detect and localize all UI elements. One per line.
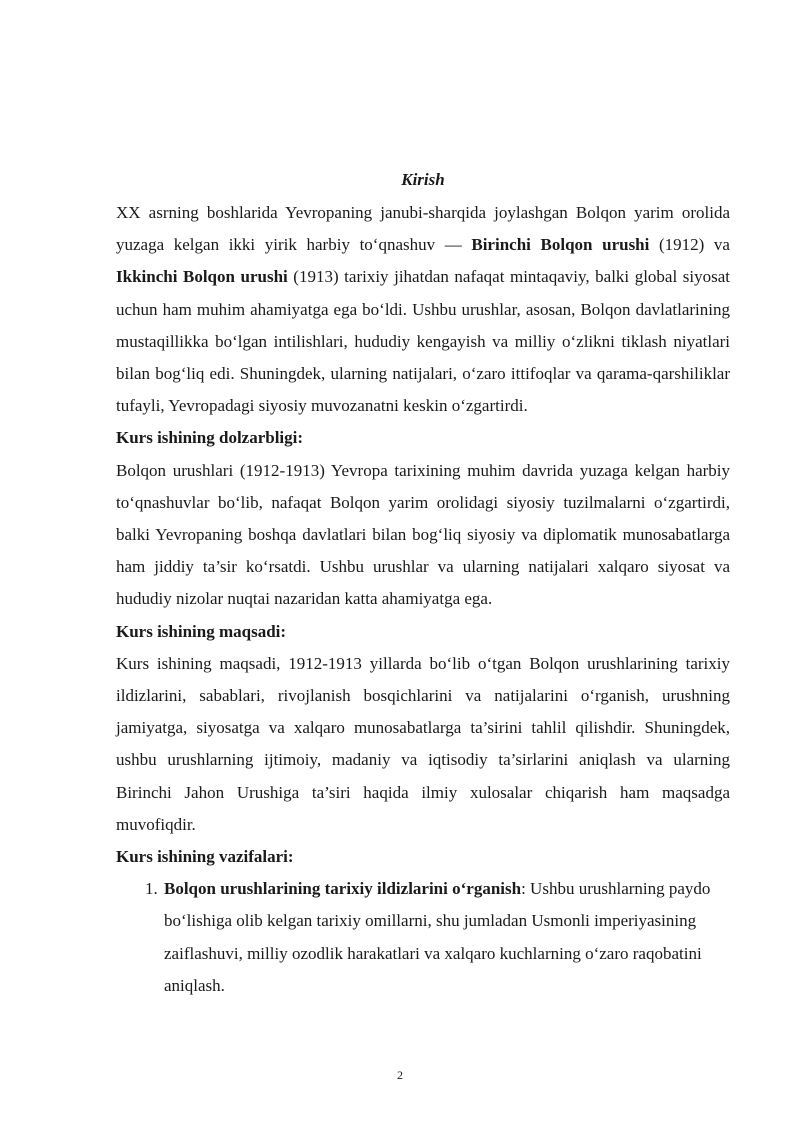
document-page [116,165,730,1002]
tasks-heading: Kurs ishining vazifalari: [116,847,294,867]
page-number: 2 [397,1068,403,1082]
tasks-list [116,873,717,1002]
intro-text-1: XX asrning boshlarida Yevropaning janubi-sharqida joylashgan Bolqon yarim orolida yuzaga kelgan ikki yirik harbiy to‘qnashuv — [116,203,730,255]
goal-paragraph: Kurs ishining maqsadi, 1912-1913 yillarda bo‘lib o‘tgan Bolqon urushlarining tarixiy ildizlarini, sabablari, rivojlanish bosqichlarini va natijalarini o‘rganish, urushning jamiyatga, siyosatga va xalqaro munosabatlarga ta’sirini tahlil qilishdir. Shuningdek, ushbu urushlarning ijtimoiy, madaniy va iqtisodiy ta’sirlarini aniqlash va ularning Birinchi Jahon Urushiga ta’siri haqida ilmiy xulosalar chiqarish ham maqsadga muvofiqdir. [116,653,730,834]
list-item [162,873,717,1002]
intro-text-3: (1913) tarixiy jihatdan nafaqat mintaqaviy, balki global siyosat uchun ham muhim ahamiyatga ega bo‘ldi. Ushbu urushlar, asosan, Bolqon davlatlarining mustaqillikka bo‘lgan intilishlari, hududiy kengayish va milliy o‘zlikni tiklash niyatlari bilan bog‘liq edi. Shuningdek, ularning natijalari, o‘zaro ittifoqlar va qarama-qarshiliklar tufayli, Yevropadagi siyosiy muvozanatni keskin o‘zgartirdi. [116,267,730,416]
section-title: Kirish [401,170,445,189]
relevance-heading: Kurs ishining dolzarbligi: [116,428,304,448]
relevance-paragraph: Bolqon urushlari (1912-1913) Yevropa tarixining muhim davrida yuzaga kelgan harbiy to‘qnashuvlar bo‘lib, nafaqat Bolqon yarim orolidagi siyosiy tuzilmalarni o‘zgartirdi, balki Yevropaning boshqa davlatlari bilan bog‘liq siyosiy va diplomatik munosabatlarga ham jiddiy ta’sir ko‘rsatdi. Ushbu urushlar va ularning natijalari xalqaro siyosat va hududiy nizolar nuqtai nazaridan katta ahamiyatga ega. [116,460,730,609]
goal-heading: Kurs ishining maqsadi: [116,621,287,641]
intro-bold-2: Ikkinchi Bolqon urushi [116,267,288,287]
task-title: Bolqon urushlarining tarixiy ildizlarini o‘rganish [164,879,522,899]
task-text: : Ushbu urushlarning paydo bo‘lishiga olib kelgan tarixiy omillarni, shu jumladan Usmonli imperiyasining zaiflashuvi, milliy ozodlik harakatlari va xalqaro kuchlarning o‘zaro raqobatini aniqlash. [164,879,711,995]
intro-bold-1: Birinchi Bolqon urushi [471,235,650,255]
intro-text-2: (1912) va [649,235,730,255]
intro-paragraph [116,197,730,422]
